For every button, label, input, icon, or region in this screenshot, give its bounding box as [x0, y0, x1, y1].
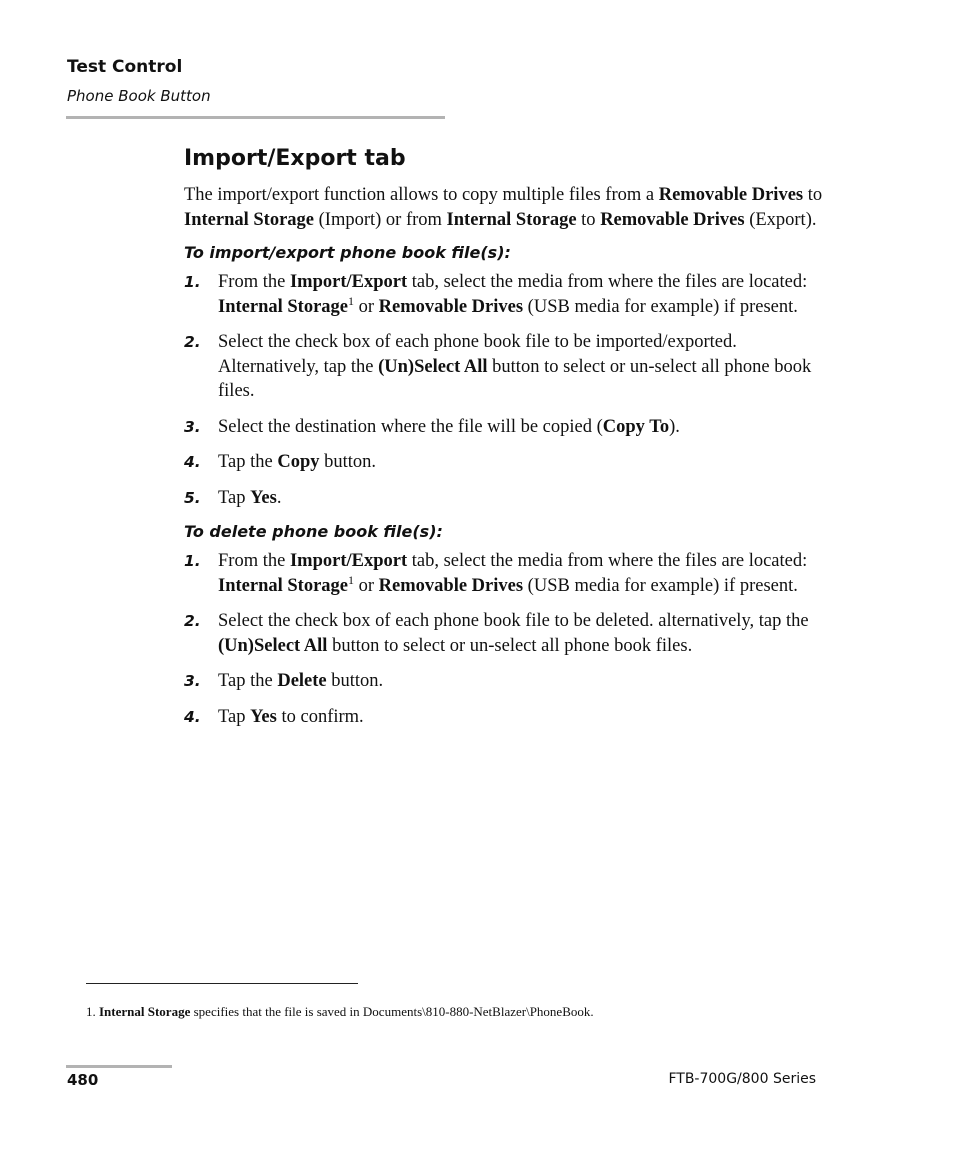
text-run: (Export). [744, 209, 817, 230]
step-item [184, 609, 824, 658]
step-number: 1. [184, 273, 201, 291]
text-run: . [276, 487, 282, 508]
text-run: or [354, 575, 379, 596]
bold-term: Yes [250, 487, 277, 508]
text-run: to confirm. [276, 706, 364, 727]
text-run: to [576, 209, 601, 230]
text-run: Tap the [218, 671, 278, 691]
text-run: button. [326, 671, 384, 691]
text-run: Select the check box of each phone book file to be imported/exported. Alternatively, tap the [218, 332, 737, 377]
text-run: specifies that the file is saved in Documents\810-880-NetBlazer\PhoneBook. [190, 1004, 594, 1019]
bold-term: Internal Storage [184, 209, 314, 230]
step-number: 1. [184, 552, 201, 570]
text-run: Tap [218, 487, 251, 508]
bold-term: Removable Drives [378, 296, 524, 317]
bold-term: Removable Drives [378, 575, 524, 596]
step-list [184, 270, 824, 510]
step-item [184, 669, 824, 694]
step-item [184, 270, 824, 319]
text-run: Select the destination where the file will be copied ( [218, 416, 603, 437]
footnote-marker: 1 [348, 572, 354, 587]
header-rule [66, 116, 445, 119]
bold-term: Removable Drives [600, 209, 745, 230]
running-header-subsection: Phone Book Button [67, 87, 211, 105]
text-run: Select the check box of each phone book file to be deleted. alternatively, tap the [218, 611, 809, 631]
step-item [184, 415, 824, 440]
bold-term: Yes [250, 706, 277, 727]
bold-term: Copy [277, 452, 320, 472]
section-heading: Import/Export tab [184, 146, 406, 171]
step-item [184, 705, 824, 730]
bold-term: (Un)Select All [378, 356, 488, 377]
footnote-rule [86, 983, 358, 984]
bold-term: Copy To [602, 416, 670, 437]
procedure-title: To delete phone book file(s): [184, 522, 443, 541]
step-number: 2. [184, 333, 201, 351]
step-number: 4. [184, 453, 201, 471]
step-item [184, 549, 824, 598]
text-run: Tap [218, 706, 251, 727]
footnote-marker: 1 [348, 293, 354, 308]
text-run: tab, select the media from where the files are located: [407, 272, 808, 292]
text-run: (USB media for example) if present. [523, 296, 798, 317]
text-run: button to select or un-select all phone book files. [218, 356, 812, 401]
step-number: 2. [184, 612, 201, 630]
bold-term: Delete [277, 671, 327, 691]
procedure-title: To import/export phone book file(s): [184, 243, 511, 262]
main-content [184, 146, 824, 740]
running-header-section: Test Control [67, 57, 183, 77]
step-item [184, 486, 824, 511]
footer-rule [66, 1065, 172, 1068]
bold-term: Removable Drives [658, 185, 804, 205]
text-run: button to select or un-select all phone book files. [327, 635, 693, 656]
text-run: tab, select the media from where the files are located: [407, 551, 808, 571]
step-number: 5. [184, 488, 201, 507]
step-number: 4. [184, 707, 201, 726]
step-number: 3. [184, 417, 201, 436]
page-number: 480 [67, 1071, 99, 1089]
text-run: The import/export function allows to copy multiple files from a [184, 185, 659, 205]
text-run: From the [218, 272, 290, 292]
footnote [86, 1004, 594, 1020]
step-number: 3. [184, 672, 201, 690]
bold-term: Internal Storage [446, 209, 577, 230]
bold-term: Internal Storage [218, 296, 348, 317]
text-run: button. [319, 452, 377, 472]
text-run: ). [669, 416, 680, 437]
text-run: to [803, 185, 823, 205]
bold-term: Import/Export [289, 551, 408, 571]
text-run: or [354, 296, 379, 317]
text-run: (Import) or from [314, 209, 447, 230]
bold-term: Import/Export [289, 272, 408, 292]
step-list [184, 549, 824, 729]
product-series: FTB-700G/800 Series [668, 1071, 816, 1087]
step-item [184, 450, 824, 475]
bold-term: (Un)Select All [218, 635, 328, 656]
text-run: Tap the [218, 452, 278, 472]
bold-term: Internal Storage [218, 575, 348, 596]
procedures [184, 242, 824, 729]
text-run: (USB media for example) if present. [523, 575, 798, 596]
text-run: 1. [86, 1004, 99, 1019]
intro-paragraph [184, 183, 824, 232]
bold-term: Internal Storage [99, 1004, 191, 1019]
text-run: From the [218, 551, 290, 571]
step-item [184, 330, 824, 404]
